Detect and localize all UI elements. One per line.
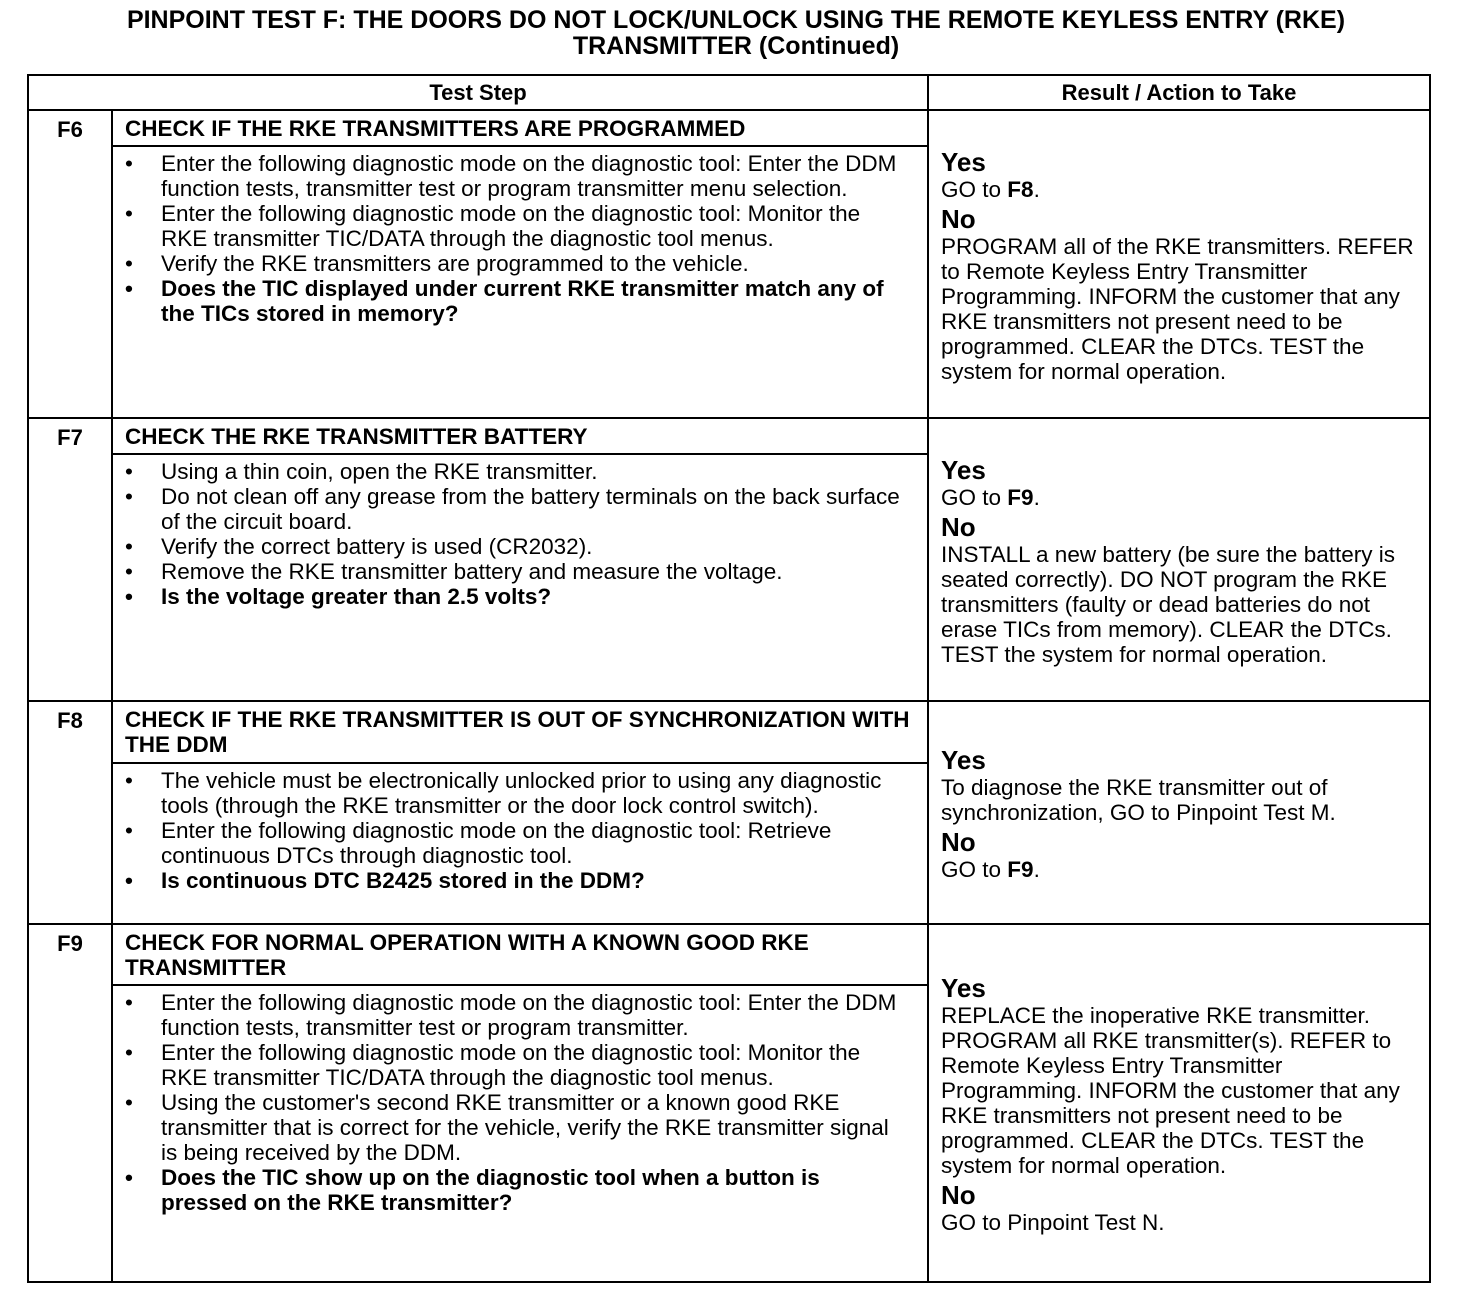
page-title-line2: TRANSMITTER (Continued) xyxy=(572,32,900,60)
header-row xyxy=(28,75,1430,110)
result-yes-action: GO to xyxy=(941,176,1008,202)
result-no-label: No xyxy=(941,1179,976,1210)
result-header: Result / Action to Take xyxy=(928,75,1430,110)
result-yes-text xyxy=(941,775,1421,825)
step-heading: CHECK IF THE RKE TRANSMITTER IS OUT OF SYNCHRONIZATION WITH THE DDM xyxy=(112,701,928,762)
step-instructions xyxy=(112,454,928,701)
step-bullet: • Do not clean off any grease from the battery terminals on the back surface of the circuit board. xyxy=(125,484,915,534)
step-bullet: • Enter the following diagnostic mode on the diagnostic tool: Enter the DDM function tests, transmitter test or program transmitter. xyxy=(125,990,915,1040)
step-bullet-list xyxy=(125,459,915,609)
result-no-label: No xyxy=(941,827,976,858)
step-result xyxy=(928,701,1430,923)
result-no-punct: . xyxy=(1033,857,1040,883)
step-bullet: • Using the customer's second RKE transmitter or a known good RKE transmitter that is correct for the vehicle, verify the RKE transmitter signal is being received by the DDM. xyxy=(125,1090,915,1165)
step-question: • Is the voltage greater than 2.5 volts? xyxy=(125,584,915,609)
step-result xyxy=(928,418,1430,701)
result-no-step-link[interactable]: F9 xyxy=(1007,857,1034,883)
step-instructions xyxy=(112,985,928,1282)
result-yes-punct: . xyxy=(1033,484,1040,510)
step-bullet: • Enter the following diagnostic mode on the diagnostic tool: Retrieve continuous DTCs through diagnostic tool. xyxy=(125,818,915,868)
result-yes-step-link[interactable]: F8 xyxy=(1007,176,1034,202)
result-no-label: No xyxy=(941,203,976,234)
result-yes-action: To diagnose the RKE transmitter out of synchronization, GO to Pinpoint Test M. xyxy=(941,775,1336,826)
step-heading-row xyxy=(28,924,1430,985)
page-title xyxy=(0,7,1472,59)
result-yes-label: Yes xyxy=(941,972,986,1003)
result-yes-step-link[interactable]: F9 xyxy=(1007,484,1034,510)
step-question: • Does the TIC show up on the diagnostic tool when a button is pressed on the RKE transmitter? xyxy=(125,1165,915,1215)
result-no-text xyxy=(941,542,1421,667)
step-bullet: • Verify the correct battery is used (CR2032). xyxy=(125,534,915,559)
step-result xyxy=(928,110,1430,418)
step-bullet: • Enter the following diagnostic mode on the diagnostic tool: Monitor the RKE transmitter TIC/DATA through the diagnostic tool menus. xyxy=(125,1040,915,1090)
step-heading-row xyxy=(28,110,1430,146)
step-bullet-list xyxy=(125,151,915,326)
result-yes-label: Yes xyxy=(941,745,986,776)
step-heading-row xyxy=(28,418,1430,454)
result-no-text xyxy=(941,857,1421,882)
result-no-action: INSTALL a new battery (be sure the battery is seated correctly). DO NOT program the RKE transmitters (faulty or dead batteries do not erase TICs from memory). CLEAR the DTCs. TEST the system for normal operation. xyxy=(941,541,1395,667)
result-yes-label: Yes xyxy=(941,454,986,485)
result-no-action: GO to Pinpoint Test N. xyxy=(941,1209,1165,1235)
step-bullet-list xyxy=(125,990,915,1215)
step-question: • Does the TIC displayed under current RKE transmitter match any of the TICs stored in memory? xyxy=(125,276,915,326)
step-bullet: • Using a thin coin, open the RKE transmitter. xyxy=(125,459,915,484)
step-instructions xyxy=(112,146,928,418)
result-no-text xyxy=(941,234,1421,384)
step-result xyxy=(928,924,1430,1282)
result-yes-label: Yes xyxy=(941,146,986,177)
page-title-line1: PINPOINT TEST F: THE DOORS DO NOT LOCK/UNLOCK USING THE REMOTE KEYLESS ENTRY (RKE) xyxy=(126,6,1346,34)
step-heading: CHECK THE RKE TRANSMITTER BATTERY xyxy=(112,418,928,454)
step-id: F8 xyxy=(28,701,112,923)
steps-body xyxy=(28,110,1430,1282)
step-bullet: • Remove the RKE transmitter battery and measure the voltage. xyxy=(125,559,915,584)
result-yes-text xyxy=(941,1003,1421,1178)
step-id: F7 xyxy=(28,418,112,701)
result-yes-punct: . xyxy=(1033,176,1040,202)
pinpoint-test-table xyxy=(27,74,1431,1283)
step-heading: CHECK IF THE RKE TRANSMITTERS ARE PROGRAMMED xyxy=(112,110,928,146)
result-yes-action: REPLACE the inoperative RKE transmitter. PROGRAM all RKE transmitter(s). REFER to Remote Keyless Entry Transmitter Programming. INFORM the customer that any RKE transmitters not present need to be programmed. CLEAR the DTCs. TEST the system for normal operation. xyxy=(941,1002,1400,1178)
result-yes-action: GO to xyxy=(941,484,1008,510)
step-bullet: • Enter the following diagnostic mode on the diagnostic tool: Enter the DDM function tests, transmitter test or program transmitter menu selection. xyxy=(125,151,915,201)
step-heading: CHECK FOR NORMAL OPERATION WITH A KNOWN GOOD RKE TRANSMITTER xyxy=(112,924,928,985)
step-id: F6 xyxy=(28,110,112,418)
step-bullet: • Verify the RKE transmitters are programmed to the vehicle. xyxy=(125,251,915,276)
result-yes-text xyxy=(941,485,1421,510)
result-no-label: No xyxy=(941,511,976,542)
step-bullet-list xyxy=(125,768,915,893)
result-no-text xyxy=(941,1210,1421,1235)
step-heading-row xyxy=(28,701,1430,762)
step-instructions xyxy=(112,763,928,924)
step-id: F9 xyxy=(28,924,112,1282)
step-question: • Is continuous DTC B2425 stored in the DDM? xyxy=(125,868,915,893)
step-bullet: • Enter the following diagnostic mode on the diagnostic tool: Monitor the RKE transmitter TIC/DATA through the diagnostic tool menus. xyxy=(125,201,915,251)
result-no-action: GO to xyxy=(941,857,1008,883)
test-step-header: Test Step xyxy=(28,75,928,110)
result-no-action: PROGRAM all of the RKE transmitters. REFER to Remote Keyless Entry Transmitter Programming. INFORM the customer that any RKE transmitters not present need to be programmed. CLEAR the DTCs. TEST the system for normal operation. xyxy=(941,233,1414,384)
step-bullet: • The vehicle must be electronically unlocked prior to using any diagnostic tools (through the RKE transmitter or the door lock control switch). xyxy=(125,768,915,818)
result-yes-text xyxy=(941,177,1421,202)
